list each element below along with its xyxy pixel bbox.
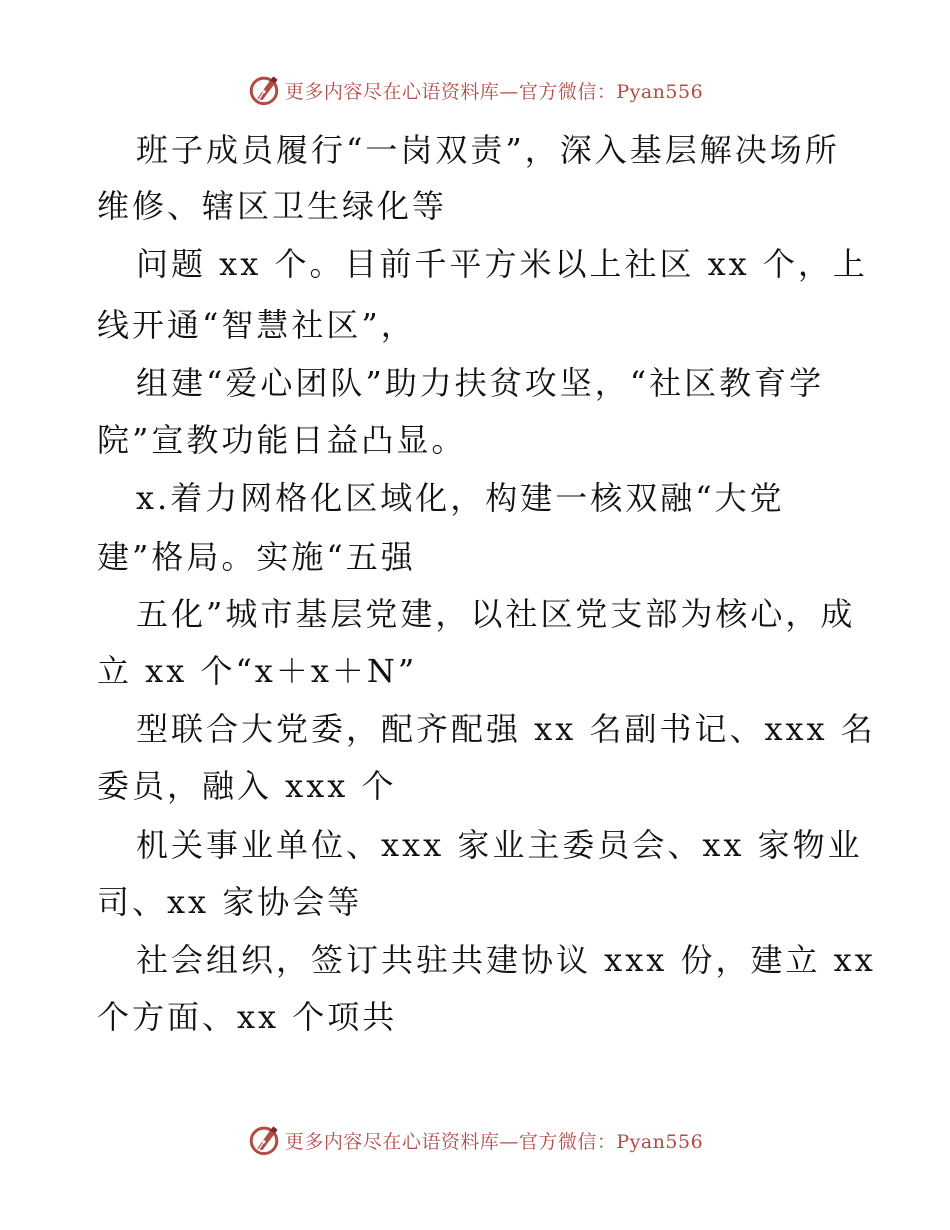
paragraph-line: 委员，融入 xxx 个 [97,767,397,805]
paragraph-line: 社会组织，签订共驻共建协议 xxx 份，建立 xx [136,941,876,979]
paragraph-line: 问题 xx 个。目前千平方米以上社区 xx 个，上 [136,245,868,283]
paragraph-line: 五化”城市基层党建，以社区党支部为核心，成 [136,595,856,633]
header-watermark [0,70,950,110]
paragraph-line: 立 xx 个“x＋x＋N” [97,652,418,690]
watermark-text: 更多内容尽在心语资料库—官方微信：Pyan556 [284,80,704,103]
paragraph-line: 建”格局。实施“五强 [97,538,416,576]
paragraph-line: 型联合大党委，配齐配强 xx 名副书记、xxx 名 [136,710,876,748]
paragraph-line: 班子成员履行“一岗双责”，深入基层解决场所 [136,131,840,169]
paragraph-line: 司、xx 家协会等 [97,883,363,921]
paragraph-line: x.着力网格化区域化，构建一核双融“大党 [136,479,785,517]
paragraph-line: 个方面、xx 个项共 [97,998,398,1036]
pen-nib-logo-icon [247,73,281,107]
watermark-text: 更多内容尽在心语资料库—官方微信：Pyan556 [284,1130,704,1153]
pen-nib-logo-icon [247,1123,281,1157]
paragraph-line: 线开通“智慧社区”， [97,306,416,344]
paragraph-line: 组建“爱心团队”助力扶贫攻坚，“社区教育学 [136,364,825,402]
paragraph-line: 机关事业单位、xxx 家业主委员会、xx 家物业 [136,826,863,864]
paragraph-line: 维修、辖区卫生绿化等 [97,187,448,225]
paragraph-line: 院”宣教功能日益凸显。 [97,421,467,459]
footer-watermark [0,1120,950,1160]
